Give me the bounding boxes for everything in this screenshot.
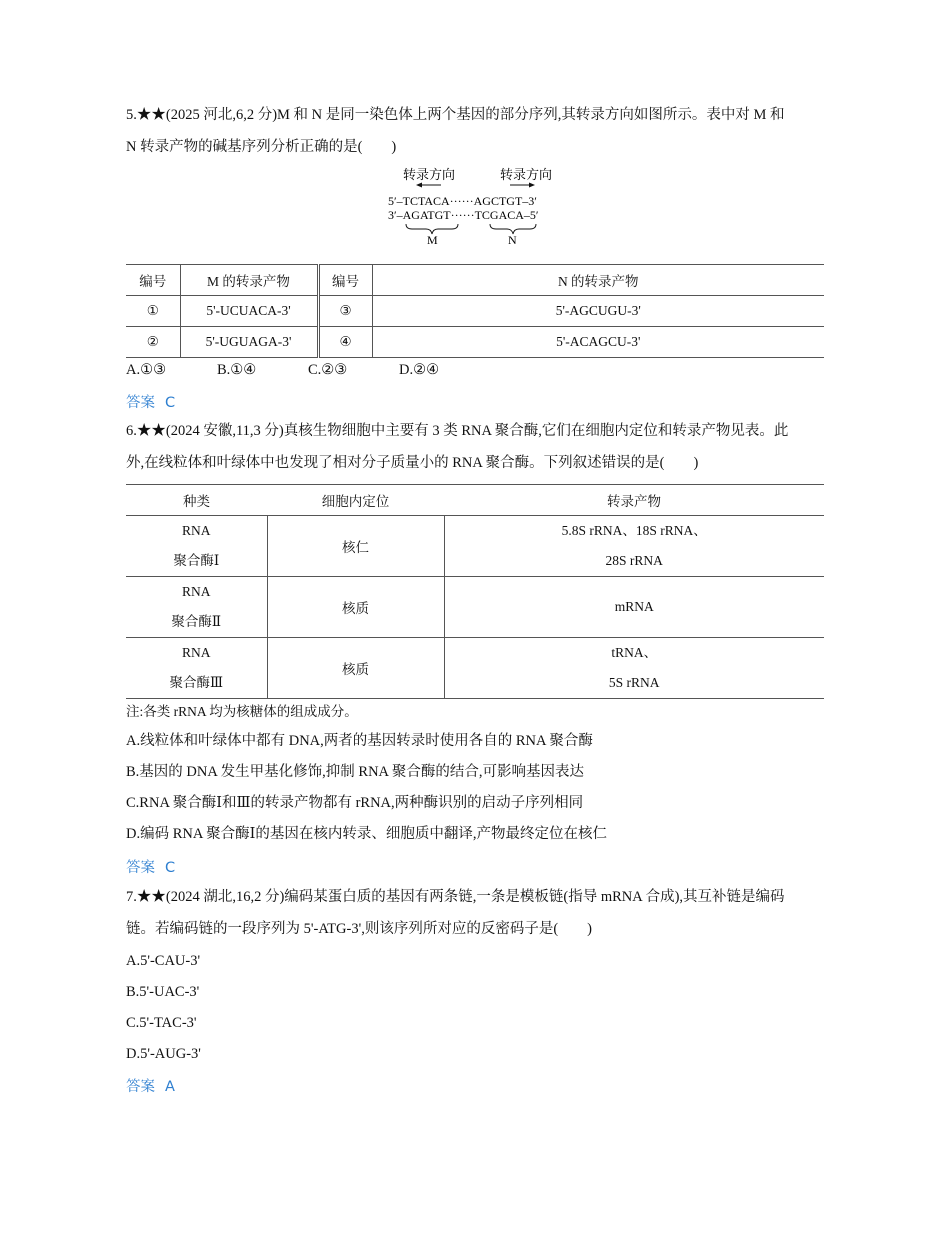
q6-answer (126, 856, 175, 877)
q6-cell-location: 核质 (267, 577, 444, 638)
q6-cell-type (126, 577, 267, 638)
q6-cell-location: 核质 (267, 638, 444, 699)
q5-answer-value: C (165, 395, 176, 411)
table-row (126, 577, 824, 638)
q7-answer (126, 1075, 175, 1096)
q6-cell-type (126, 516, 267, 577)
q5-cell-number: ② (126, 327, 180, 358)
table-row (126, 516, 824, 577)
q6-type-line2: 聚合酶Ⅰ (173, 553, 220, 568)
q6-option-d: D.编码 RNA 聚合酶Ⅰ的基因在核内转录、细胞质中翻译,产物最终定位在核仁 (126, 826, 608, 842)
q5-option-b: B.①④ (217, 362, 257, 378)
q6-option-c: C.RNA 聚合酶Ⅰ和Ⅲ的转录产物都有 rRNA,两种酶识别的启动子序列相同 (126, 795, 584, 811)
q6-option-b: B.基因的 DNA 发生甲基化修饰,抑制 RNA 聚合酶的结合,可影响基因表达 (126, 764, 584, 780)
q7-option-c: C.5'-TAC-3' (126, 1015, 197, 1031)
q7-stem-line2: 链。若编码链的一段序列为 5'-ATG-3',则该序列所对应的反密码子是( ) (126, 921, 592, 937)
q6-header-product: 转录产物 (607, 494, 661, 509)
q5-cell-number: ③ (318, 296, 372, 327)
q5-table (126, 264, 824, 358)
q5-option-a: A.①③ (126, 362, 167, 378)
q5-table-header-row (126, 265, 824, 296)
q5-strand-top: 5′–TCTACA······AGCTGT–3′ (388, 194, 537, 208)
table-row (126, 296, 824, 327)
q6-product-line2: 28S rRNA (605, 553, 663, 568)
q5-arrow-left-icon (416, 183, 441, 188)
q6-answer-value: C (165, 860, 176, 876)
q5-arrow-right-icon (510, 183, 535, 188)
q5-option-c: C.②③ (308, 362, 348, 378)
q5-stem-line1: 5.★★(2025 河北,6,2 分)M 和 N 是同一染色体上两个基因的部分序列,其转录方向如图所示。表中对 M 和 (126, 107, 785, 123)
q6-type-line2: 聚合酶Ⅱ (171, 614, 222, 629)
q6-stem-line1: 6.★★(2024 安徽,11,3 分)真核生物细胞中主要有 3 类 RNA 聚合酶,它们在细胞内定位和转录产物见表。此 (126, 423, 789, 439)
q6-answer-label: 答案 (126, 860, 155, 876)
q6-product-line2: 5S rRNA (608, 675, 660, 690)
q5-gene-n-label: N (508, 233, 517, 247)
q5-dna-diagram (386, 164, 566, 248)
table-row (126, 327, 824, 358)
q5-cell-m-product: 5'-UGUAGA-3' (180, 327, 318, 358)
q5-option-d: D.②④ (399, 362, 440, 378)
q6-type-line2: 聚合酶Ⅲ (169, 675, 224, 690)
q6-type-line1: RNA (181, 645, 211, 660)
q7-option-d: D.5'-AUG-3' (126, 1046, 201, 1062)
q6-cell-type (126, 638, 267, 699)
q7-answer-label: 答案 (126, 1079, 155, 1095)
q5-direction-label-right: 转录方向 (500, 167, 553, 182)
q7-stem-line1: 7.★★(2024 湖北,16,2 分)编码某蛋白质的基因有两条链,一条是模板链(指导 mRNA 合成),其互补链是编码 (126, 889, 785, 905)
q7-option-a: A.5'-CAU-3' (126, 953, 201, 969)
q6-header-location: 细胞内定位 (321, 494, 390, 509)
q6-type-line1: RNA (181, 523, 211, 538)
q5-header-n-product: N 的转录产物 (557, 274, 639, 289)
q5-header-number-n: 编号 (318, 265, 372, 296)
q6-stem-line2: 外,在线粒体和叶绿体中也发现了相对分子质量小的 RNA 聚合酶。下列叙述错误的是( ) (126, 455, 699, 471)
q7-answer-value: A (165, 1079, 175, 1095)
q6-cell-product: mRNA (614, 599, 654, 614)
q5-cell-n-product: 5'-ACAGCU-3' (556, 334, 641, 349)
q6-product-line1: tRNA、 (611, 645, 658, 660)
q6-header-type: 种类 (183, 494, 210, 509)
q6-cell-product (444, 516, 824, 577)
q6-option-a: A.线粒体和叶绿体中都有 DNA,两者的基因转录时使用各自的 RNA 聚合酶 (126, 733, 593, 749)
q6-table (126, 484, 824, 699)
q5-cell-m-product: 5'-UCUACA-3' (180, 296, 318, 327)
q5-cell-n-product: 5'-AGCUGU-3' (555, 303, 641, 318)
q6-cell-location: 核仁 (267, 516, 444, 577)
q6-cell-product (444, 638, 824, 699)
q5-answer-label: 答案 (126, 395, 155, 411)
q5-direction-label-left: 转录方向 (403, 167, 456, 182)
q6-table-note: 注:各类 rRNA 均为核糖体的组成成分。 (126, 704, 358, 719)
q5-cell-number: ① (126, 296, 180, 327)
q7-option-b: B.5'-UAC-3' (126, 984, 200, 1000)
q6-type-line1: RNA (181, 584, 211, 599)
q5-answer (126, 391, 175, 412)
q6-product-line1: 5.8S rRNA、18S rRNA、 (561, 523, 707, 538)
q6-table-header-row (126, 485, 824, 516)
q5-strand-bottom: 3′–AGATGT······TCGACA–5′ (388, 208, 539, 222)
q5-cell-number: ④ (318, 327, 372, 358)
q5-header-number-m: 编号 (126, 265, 180, 296)
table-row (126, 638, 824, 699)
q5-gene-m-label: M (427, 233, 438, 247)
q5-header-m-product: M 的转录产物 (180, 265, 318, 296)
q5-stem-line2: N 转录产物的碱基序列分析正确的是( ) (126, 139, 397, 155)
